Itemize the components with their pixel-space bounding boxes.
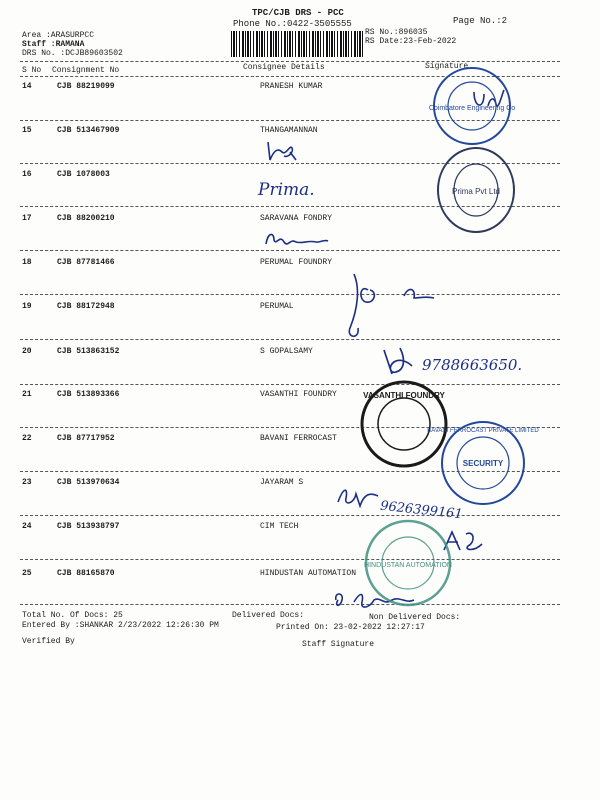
row-sno: 16 [22,170,32,179]
phone-number: Phone No.:0422-3505555 [233,19,352,29]
row-consignment: CJB 88200210 [57,214,115,223]
row-divider [20,515,560,516]
verified-by: Verified By [22,637,75,646]
row-sno: 24 [22,522,32,531]
document-title: TPC/CJB DRS - PCC [252,8,344,18]
signature-row20 [378,346,418,378]
staff-signature: Staff Signature [302,640,375,649]
company-stamp-3 [358,378,450,475]
row-consignment: CJB 513938797 [57,522,120,531]
column-consignment: Consignment No [52,66,120,75]
row-consignment: CJB 513863152 [57,347,120,356]
page-number: Page No.:2 [453,16,508,26]
company-stamp-1 [430,64,514,153]
row-consignee: PERUMAL [260,302,294,311]
stamp-2-text: Prima Pvt Ltd [451,187,501,196]
row-sno: 23 [22,478,32,487]
row-divider [20,559,560,560]
row-divider [20,604,560,605]
row-consignee: PERUMAL FOUNDRY [260,258,333,267]
total-docs: Total No. Of Docs: 25 [22,611,123,620]
row-sno: 14 [22,82,32,91]
row-divider [20,294,560,295]
column-consignee: Consignee Details [243,63,325,72]
row-consignment: CJB 87781466 [57,258,115,267]
row-sno: 21 [22,390,32,399]
row-sno: 15 [22,126,32,135]
row-consignee: CIM TECH [260,522,299,531]
phone-note: 9788663650. [422,356,523,374]
signature-row15 [262,138,302,166]
row-consignee: HINDUSTAN AUTOMATION [260,569,357,578]
row-sno: 22 [22,434,32,443]
row-consignment: CJB 87717952 [57,434,115,443]
row-consignee: PRANESH KUMAR [260,82,323,91]
delivered-docs: Delivered Docs: [232,611,305,620]
row-consignment: CJB 513893366 [57,390,120,399]
column-signature: Signature [425,62,469,71]
row-consignee: BAVANI FERROCAST [260,434,337,443]
row-consignment: CJB 513970634 [57,478,120,487]
row-consignment: CJB 88165870 [57,569,115,578]
header-divider [20,61,560,62]
rs-number: RS No.:896035 [365,28,428,37]
drs-number: DRS No. :DCJB89603502 [22,49,123,58]
row-consignee: SARAVANA FONDRY [260,214,333,223]
signature-row17 [262,230,332,250]
staff-label: Staff :RAMANA [22,40,85,49]
area-label: Area :ARASURPCC [22,31,95,40]
column-sno: S No [22,66,42,75]
row-sno: 17 [22,214,32,223]
row-consignee: S GOPALSAMY [260,347,313,356]
company-stamp-4 [427,418,539,513]
signature-row18 [330,268,450,348]
row-divider [20,250,560,251]
row-consignee: VASANTHI FOUNDRY [260,390,337,399]
row-consignee: JAYARAM S [260,478,304,487]
phone-note-2: 9626399161 [379,498,464,523]
table-row [0,302,600,344]
signature-row16-text: Prima. [258,180,315,200]
row-sno: 20 [22,347,32,356]
row-consignment: CJB 513467909 [57,126,120,135]
signature-row23 [334,484,382,510]
row-divider [20,384,560,385]
stamp-1-text: Coimbatore Engineering Co [428,105,516,112]
company-stamp-5 [362,516,454,615]
row-sno: 18 [22,258,32,267]
stamp-3-text: VASANTHI FOUNDRY [363,391,445,400]
row-consignment: CJB 88219099 [57,82,115,91]
table-row [0,522,600,564]
row-consignment: CJB 1078003 [57,170,110,179]
row-sno: 19 [22,302,32,311]
barcode [231,31,363,57]
row-consignee: THANGAMANNAN [260,126,318,135]
non-delivered-docs: Non Delivered Docs: [369,613,461,622]
stamp-5-text: HINDUSTAN AUTOMATION [364,562,452,569]
entered-by: Entered By :SHANKAR 2/23/2022 12:26:30 PM [22,621,219,630]
row-consignment: CJB 88172948 [57,302,115,311]
company-stamp-2 [434,144,518,241]
row-sno: 25 [22,569,32,578]
row-divider [20,339,560,340]
rs-date: RS Date:23-Feb-2022 [365,37,457,46]
stamp-4-text: BAVANI FERROCAST PRIVATE LIMITED [427,428,539,434]
printed-on: Printed On: 23-02-2022 12:27:17 [276,623,425,632]
stamp-4-center: SECURITY [462,459,504,468]
